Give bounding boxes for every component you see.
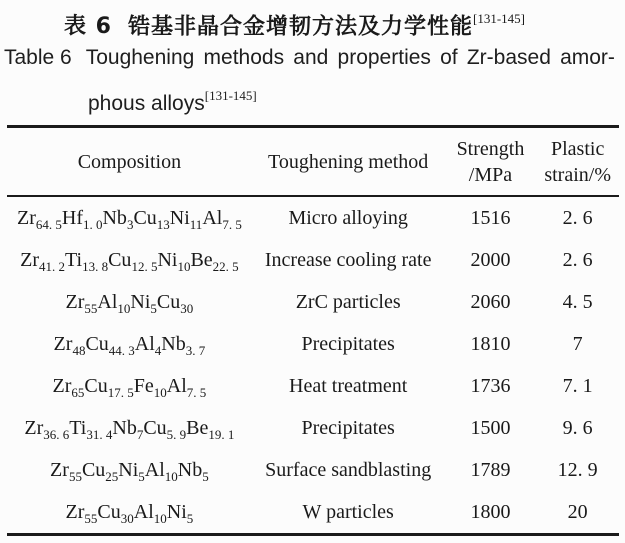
element-symbol: Al: [134, 332, 155, 355]
column-header-line: Toughening method: [268, 150, 429, 173]
column-header-method: [252, 127, 445, 197]
element-fraction: 31. 4: [86, 426, 113, 442]
column-header-line: strain/%: [544, 163, 611, 186]
element-fraction: 22. 5: [212, 258, 239, 274]
toughening-method-cell: Micro alloying: [288, 206, 408, 229]
element-symbol: Nb: [177, 458, 203, 481]
element-symbol: Ni: [169, 206, 190, 229]
plastic-strain-cell: 2. 6: [562, 248, 593, 271]
toughening-method-cell: Precipitates: [301, 332, 395, 355]
column-header-line: /MPa: [468, 163, 513, 186]
table-row: [7, 407, 619, 449]
header-row: [7, 127, 619, 197]
element-fraction: 13: [156, 216, 170, 232]
reference-superscript-zh: [131-145]: [472, 11, 525, 26]
plastic-strain-cell: 9. 6: [562, 416, 593, 439]
table-row: [7, 323, 619, 365]
strength-cell: 1800: [470, 500, 511, 523]
table-title-en: [86, 44, 615, 72]
column-header-line: Composition: [77, 150, 182, 173]
element-fraction: 5: [138, 468, 145, 484]
caption-word: Zr-based: [466, 46, 551, 69]
element-symbol: Ti: [65, 248, 83, 271]
element-fraction: 10: [164, 468, 178, 484]
composition-cell: [7, 323, 252, 365]
element-fraction: 25: [105, 468, 119, 484]
element-symbol: Cu: [143, 416, 167, 439]
strength-cell: 1810: [470, 332, 511, 355]
element-symbol: Cu: [84, 374, 108, 397]
column-header-strength: [445, 127, 537, 197]
element-symbol: Zr: [52, 374, 72, 397]
element-symbol: Zr: [24, 416, 44, 439]
plastic-strain-cell: 7: [572, 332, 583, 355]
element-fraction: 7. 5: [186, 384, 207, 400]
element-symbol: Cu: [85, 332, 109, 355]
properties-table: [7, 125, 619, 536]
element-symbol: Cu: [81, 458, 106, 481]
element-symbol: Zr: [50, 458, 69, 481]
element-fraction: 5: [186, 510, 194, 526]
element-fraction: 55: [84, 300, 98, 316]
element-symbol: Cu: [108, 248, 132, 271]
element-fraction: 10: [153, 384, 167, 400]
toughening-method-cell: Precipitates: [301, 416, 395, 439]
element-symbol: Zr: [65, 290, 85, 313]
element-symbol: Zr: [20, 248, 40, 271]
plastic-strain-cell: 7. 1: [562, 374, 593, 397]
element-symbol: Be: [186, 416, 209, 439]
element-symbol: Ni: [157, 248, 178, 271]
plastic-strain-cell: 4. 5: [562, 290, 593, 313]
element-fraction: 11: [189, 216, 203, 232]
table-title-en-continued: phous alloys: [88, 92, 205, 115]
element-symbol: Cu: [156, 290, 181, 313]
element-symbol: Ti: [69, 416, 87, 439]
element-symbol: Zr: [53, 332, 73, 355]
composition-cell: [7, 196, 252, 239]
element-symbol: Al: [202, 206, 223, 229]
composition-cell: [7, 407, 252, 449]
element-symbol: Zr: [16, 206, 36, 229]
element-symbol: Nb: [102, 206, 127, 229]
column-header-composition: [7, 127, 252, 197]
element-fraction: 55: [84, 510, 98, 526]
element-fraction: 64. 5: [35, 216, 62, 232]
table-row: [7, 449, 619, 491]
element-symbol: Al: [97, 290, 118, 313]
element-symbol: Al: [166, 374, 187, 397]
element-fraction: 10: [177, 258, 191, 274]
table-number-en: Table 6: [4, 46, 72, 69]
element-symbol: Nb: [112, 416, 137, 439]
caption-word: methods: [203, 46, 285, 69]
element-fraction: 7: [136, 426, 144, 442]
element-fraction: 12. 5: [131, 258, 158, 274]
table-title-zh: 锆基非晶合金增韧方法及力学性能: [127, 14, 473, 40]
caption-word: amor-: [560, 46, 615, 69]
element-fraction: 19. 1: [208, 426, 235, 442]
table-row: [7, 491, 619, 535]
element-fraction: 17. 5: [107, 384, 134, 400]
strength-cell: 2060: [470, 290, 511, 313]
caption-word: and: [293, 46, 329, 69]
toughening-method-cell: ZrC particles: [295, 290, 401, 313]
element-symbol: Hf: [61, 206, 83, 229]
strength-cell: 1516: [470, 206, 511, 229]
element-symbol: Zr: [65, 500, 85, 523]
table-row: [7, 365, 619, 407]
element-symbol: Ni: [166, 500, 187, 523]
column-header-line: Strength: [456, 137, 525, 160]
table-caption-zh: [0, 6, 625, 42]
composition-cell: [7, 281, 252, 323]
strength-cell: 1736: [470, 374, 511, 397]
table-header: [7, 127, 619, 197]
element-symbol: Cu: [133, 206, 157, 229]
toughening-method-cell: Increase cooling rate: [264, 248, 432, 271]
plastic-strain-cell: 2. 6: [562, 206, 593, 229]
caption-word: properties: [337, 46, 431, 69]
column-header-plastic: [536, 127, 619, 197]
element-symbol: Be: [190, 248, 213, 271]
column-header-line: Plastic: [551, 137, 605, 160]
plastic-strain-cell: 20: [567, 500, 588, 523]
element-symbol: Nb: [161, 332, 186, 355]
element-symbol: Al: [133, 500, 154, 523]
toughening-method-cell: W particles: [302, 500, 394, 523]
element-fraction: 5. 9: [166, 426, 187, 442]
element-fraction: 3. 7: [185, 342, 206, 358]
element-fraction: 1. 0: [82, 216, 103, 232]
element-fraction: 30: [180, 300, 194, 316]
element-fraction: 13. 8: [82, 258, 109, 274]
table-body: [7, 196, 619, 535]
element-fraction: 5: [150, 300, 157, 316]
element-fraction: 48: [72, 342, 86, 358]
element-fraction: 44. 3: [108, 342, 135, 358]
element-fraction: 10: [117, 300, 131, 316]
toughening-method-cell: Surface sandblasting: [265, 458, 432, 481]
table-caption-en-line1: [4, 44, 615, 72]
strength-cell: 1500: [470, 416, 511, 439]
caption-word: of: [440, 46, 458, 69]
element-symbol: Fe: [133, 374, 154, 397]
element-symbol: Ni: [130, 290, 151, 313]
element-fraction: 5: [202, 468, 209, 484]
element-fraction: 36. 6: [43, 426, 70, 442]
composition-cell: [7, 449, 252, 491]
strength-cell: 2000: [470, 248, 511, 271]
table-row: [7, 196, 619, 239]
element-fraction: 55: [68, 468, 82, 484]
element-fraction: 30: [120, 510, 134, 526]
element-fraction: 7. 5: [222, 216, 242, 232]
strength-cell: 1789: [470, 458, 511, 481]
composition-cell: [7, 491, 252, 535]
plastic-strain-cell: 12. 9: [557, 458, 598, 481]
composition-cell: [7, 239, 252, 281]
element-symbol: Ni: [118, 458, 139, 481]
composition-cell: [7, 365, 252, 407]
element-fraction: 10: [153, 510, 167, 526]
caption-word: Toughening: [85, 46, 195, 69]
element-symbol: Al: [144, 458, 165, 481]
element-fraction: 65: [71, 384, 85, 400]
table-row: [7, 281, 619, 323]
element-fraction: 4: [154, 342, 162, 358]
table-row: [7, 239, 619, 281]
toughening-method-cell: Heat treatment: [289, 374, 408, 397]
reference-superscript-en: [131-145]: [204, 88, 257, 103]
element-fraction: 3: [126, 216, 134, 232]
element-symbol: Cu: [97, 500, 121, 523]
table-caption-en-line2: [88, 84, 257, 118]
table-number-zh: 表 6: [64, 14, 112, 40]
element-fraction: 41. 2: [39, 258, 66, 274]
